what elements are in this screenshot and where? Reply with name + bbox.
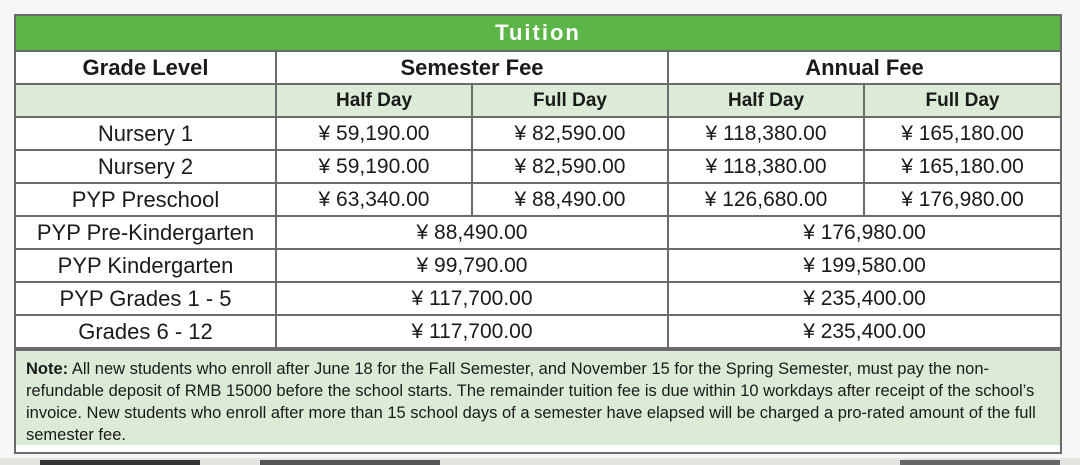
grade-cell: PYP Preschool	[16, 183, 276, 216]
grade-cell: PYP Kindergarten	[16, 249, 276, 282]
semester-fee-header: Semester Fee	[276, 52, 668, 84]
annual-half-day-header: Half Day	[668, 84, 864, 117]
grade-cell: Nursery 1	[16, 117, 276, 150]
annual-fee-cell: ¥ 176,980.00	[668, 216, 1060, 249]
semester-half-cell: ¥ 59,190.00	[276, 117, 472, 150]
table-row	[16, 216, 1060, 249]
grade-cell: Grades 6 - 12	[16, 315, 276, 348]
tuition-table	[16, 52, 1060, 349]
annual-half-cell: ¥ 126,680.00	[668, 183, 864, 216]
annual-full-day-header: Full Day	[864, 84, 1060, 117]
annual-full-cell: ¥ 176,980.00	[864, 183, 1060, 216]
subheader-blank	[16, 84, 276, 117]
annual-fee-cell: ¥ 235,400.00	[668, 282, 1060, 315]
note-label: Note:	[26, 360, 69, 378]
semester-full-cell: ¥ 82,590.00	[472, 150, 668, 183]
grade-level-header: Grade Level	[16, 52, 276, 84]
semester-half-cell: ¥ 63,340.00	[276, 183, 472, 216]
table-row	[16, 183, 1060, 216]
bottom-strip-mark	[900, 460, 1060, 465]
semester-fee-cell: ¥ 88,490.00	[276, 216, 668, 249]
semester-full-cell: ¥ 82,590.00	[472, 117, 668, 150]
annual-fee-cell: ¥ 199,580.00	[668, 249, 1060, 282]
grade-cell: PYP Pre-Kindergarten	[16, 216, 276, 249]
grade-cell: Nursery 2	[16, 150, 276, 183]
semester-half-cell: ¥ 59,190.00	[276, 150, 472, 183]
semester-fee-cell: ¥ 117,700.00	[276, 282, 668, 315]
annual-fee-header: Annual Fee	[668, 52, 1060, 84]
annual-full-cell: ¥ 165,180.00	[864, 150, 1060, 183]
semester-fee-cell: ¥ 117,700.00	[276, 315, 668, 348]
tuition-table-frame	[14, 14, 1062, 454]
header-row	[16, 52, 1060, 84]
tuition-note	[16, 349, 1060, 445]
bottom-strip-mark	[40, 460, 200, 465]
annual-fee-cell: ¥ 235,400.00	[668, 315, 1060, 348]
semester-half-day-header: Half Day	[276, 84, 472, 117]
table-row	[16, 150, 1060, 183]
subheader-row	[16, 84, 1060, 117]
table-row	[16, 315, 1060, 348]
semester-full-day-header: Full Day	[472, 84, 668, 117]
annual-half-cell: ¥ 118,380.00	[668, 150, 864, 183]
grade-cell: PYP Grades 1 - 5	[16, 282, 276, 315]
table-title: Tuition	[16, 16, 1060, 52]
bottom-strip	[0, 458, 1080, 465]
table-row	[16, 249, 1060, 282]
annual-full-cell: ¥ 165,180.00	[864, 117, 1060, 150]
semester-full-cell: ¥ 88,490.00	[472, 183, 668, 216]
semester-fee-cell: ¥ 99,790.00	[276, 249, 668, 282]
annual-half-cell: ¥ 118,380.00	[668, 117, 864, 150]
table-row	[16, 117, 1060, 150]
bottom-strip-mark	[260, 460, 440, 465]
table-row	[16, 282, 1060, 315]
note-text: All new students who enroll after June 18 for the Fall Semester, and November 15 for the Spring Semester, must pay the non-refundable deposit of RMB 15000 before the school starts. The remainder tuition fee is due within 10 workdays after receipt of the school’s invoice. New students who enroll after more than 15 school days of a semester have elapsed will be charged a pro-rated amount of the full semester fee.	[26, 360, 1036, 444]
